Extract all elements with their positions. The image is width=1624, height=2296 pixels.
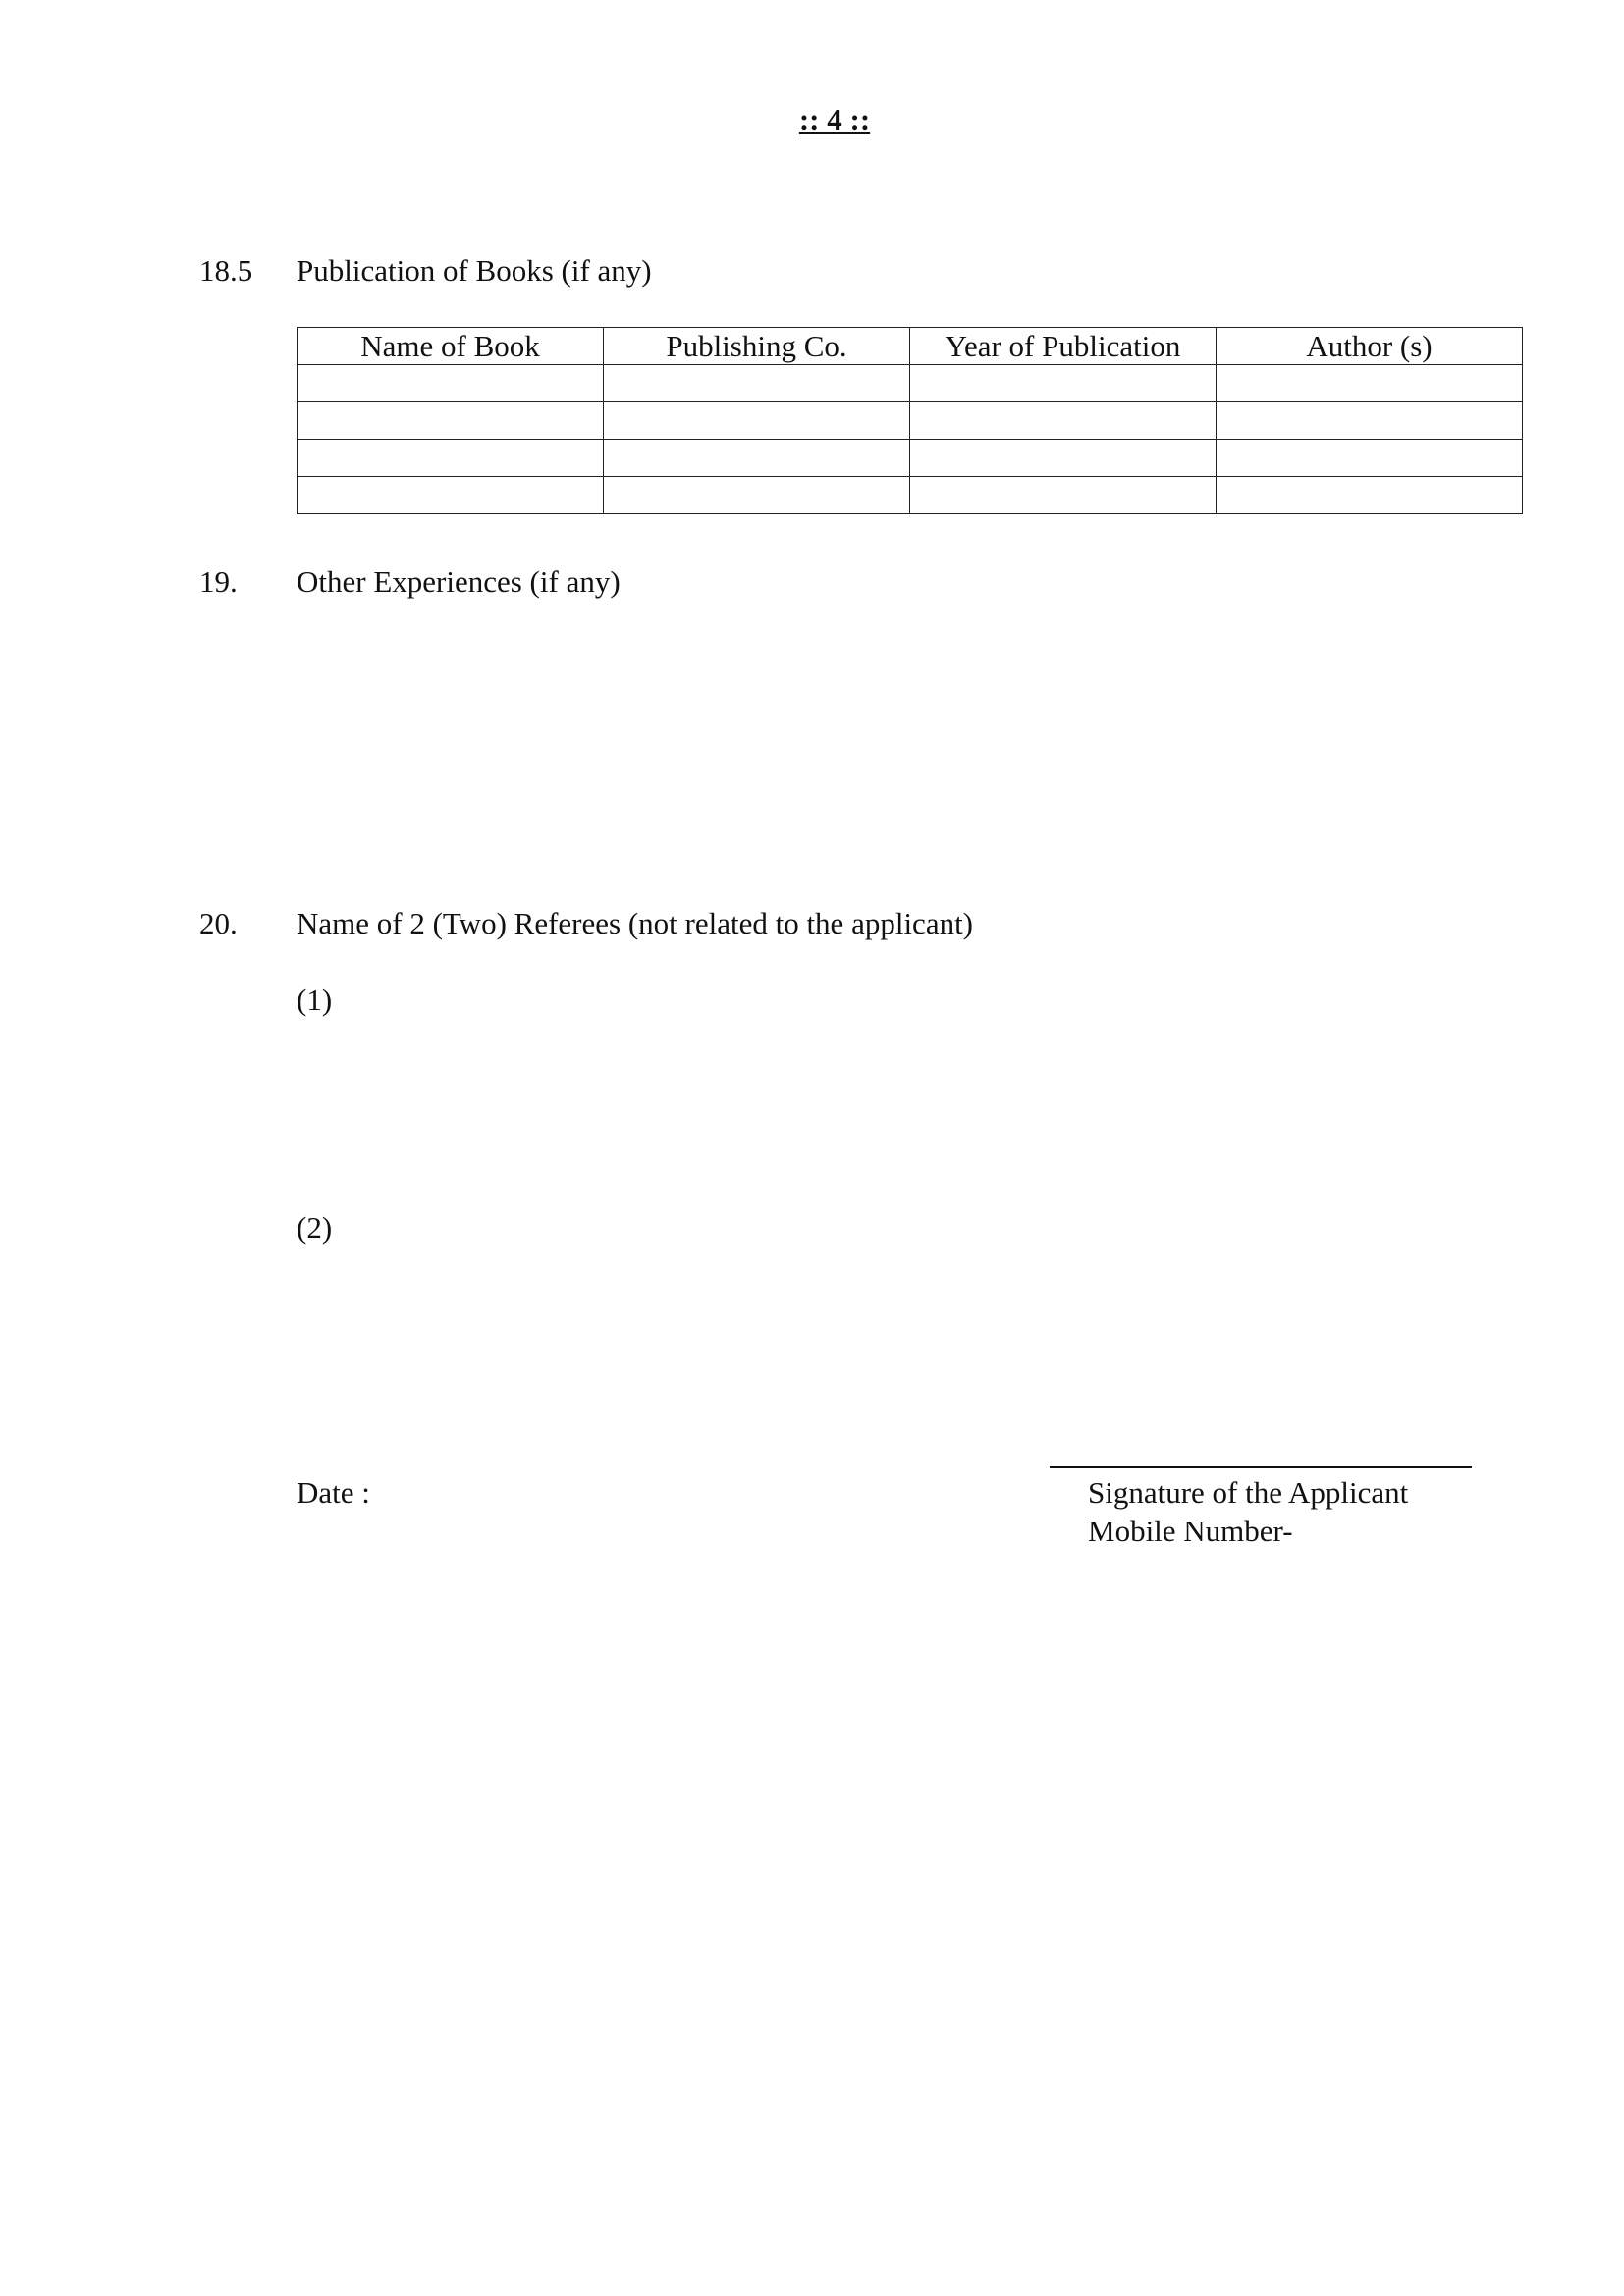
table-cell[interactable] (910, 365, 1217, 402)
section-number: 19. (199, 564, 238, 599)
section-title: Publication of Books (if any) (297, 253, 652, 288)
table-cell[interactable] (604, 402, 910, 440)
section-title: Other Experiences (if any) (297, 564, 621, 599)
referee-2-label: (2) (297, 1210, 333, 1245)
table-row (298, 440, 1523, 477)
books-table (297, 327, 1523, 514)
table-row (298, 477, 1523, 514)
header-year: Year of Publication (910, 328, 1217, 365)
table-cell[interactable] (604, 365, 910, 402)
table-cell[interactable] (910, 440, 1217, 477)
table-cell[interactable] (1217, 440, 1523, 477)
referee-1-label: (1) (297, 983, 333, 1017)
table-cell[interactable] (1217, 402, 1523, 440)
table-cell[interactable] (910, 477, 1217, 514)
signature-label: Signature of the Applicant (1088, 1475, 1409, 1510)
header-name-of-book: Name of Book (298, 328, 604, 365)
table-cell[interactable] (298, 402, 604, 440)
header-publishing-co: Publishing Co. (604, 328, 910, 365)
signature-line (1050, 1466, 1472, 1468)
table-cell[interactable] (298, 477, 604, 514)
table-row (298, 402, 1523, 440)
section-number: 18.5 (199, 253, 253, 288)
table-cell[interactable] (604, 440, 910, 477)
table-cell[interactable] (298, 440, 604, 477)
mobile-number-label: Mobile Number- (1088, 1514, 1293, 1548)
page-number: :: 4 :: (798, 102, 871, 136)
date-label: Date : (297, 1475, 370, 1510)
section-number: 20. (199, 906, 238, 940)
table-cell[interactable] (910, 402, 1217, 440)
table-cell[interactable] (298, 365, 604, 402)
header-authors: Author (s) (1217, 328, 1523, 365)
table-row (298, 365, 1523, 402)
table-cell[interactable] (1217, 365, 1523, 402)
table-cell[interactable] (1217, 477, 1523, 514)
section-title: Name of 2 (Two) Referees (not related to the applicant) (297, 906, 974, 940)
table-header-row (298, 328, 1523, 365)
table-cell[interactable] (604, 477, 910, 514)
